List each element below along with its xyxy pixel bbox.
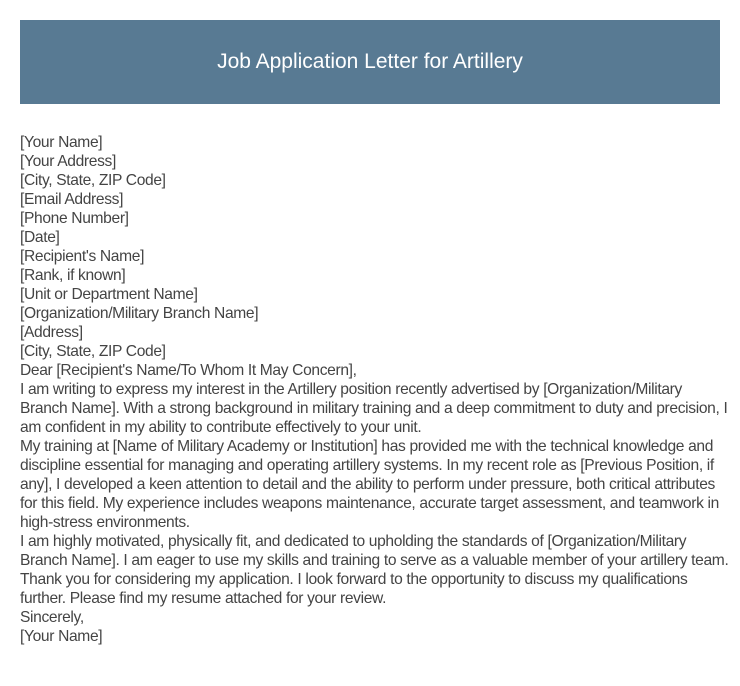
recipient-rank: [Rank, if known]: [20, 267, 126, 284]
recipient-city-state-zip: [City, State, ZIP Code]: [20, 343, 166, 360]
sender-city-state-zip: [City, State, ZIP Code]: [20, 172, 166, 189]
page-title: Job Application Letter for Artillery: [217, 50, 523, 73]
sender-email: [Email Address]: [20, 191, 124, 208]
paragraph-intro: I am writing to express my interest in the Artillery position recently advertised by [Organization/Military Branch Name]. With a strong background in military training and a deep commitment to duty and precision, I am confident in my ability to contribute effectively to your unit.: [20, 381, 728, 436]
paragraph-motivation: I am highly motivated, physically fit, and dedicated to upholding the standards of [Organization/Military Branch Name]. I am eager to use my skills and training to serve as a valuable member of your artillery team.: [20, 533, 729, 569]
recipient-address: [Address]: [20, 324, 83, 341]
sender-name: [Your Name]: [20, 134, 103, 151]
page-header: [20, 20, 720, 104]
letter-body: [20, 133, 732, 646]
salutation: Dear [Recipient's Name/To Whom It May Concern],: [20, 362, 357, 379]
recipient-name: [Recipient's Name]: [20, 248, 145, 265]
recipient-unit: [Unit or Department Name]: [20, 286, 198, 303]
paragraph-closing: Thank you for considering my application. I look forward to the opportunity to discuss my qualifications further. Please find my resume attached for your review.: [20, 571, 688, 607]
sender-phone: [Phone Number]: [20, 210, 129, 227]
paragraph-experience: My training at [Name of Military Academy or Institution] has provided me with the technical knowledge and discipline essential for managing and operating artillery systems. In my recent role as [Previous Position, if any], I developed a keen attention to detail and the ability to perform under pressure, both critical attributes for this field. My experience includes weapons maintenance, accurate target assessment, and teamwork in high-stress environments.: [20, 438, 719, 531]
closing: Sincerely,: [20, 609, 84, 626]
recipient-organization: [Organization/Military Branch Name]: [20, 305, 259, 322]
signature: [Your Name]: [20, 628, 103, 645]
sender-address: [Your Address]: [20, 153, 116, 170]
letter-date: [Date]: [20, 229, 60, 246]
